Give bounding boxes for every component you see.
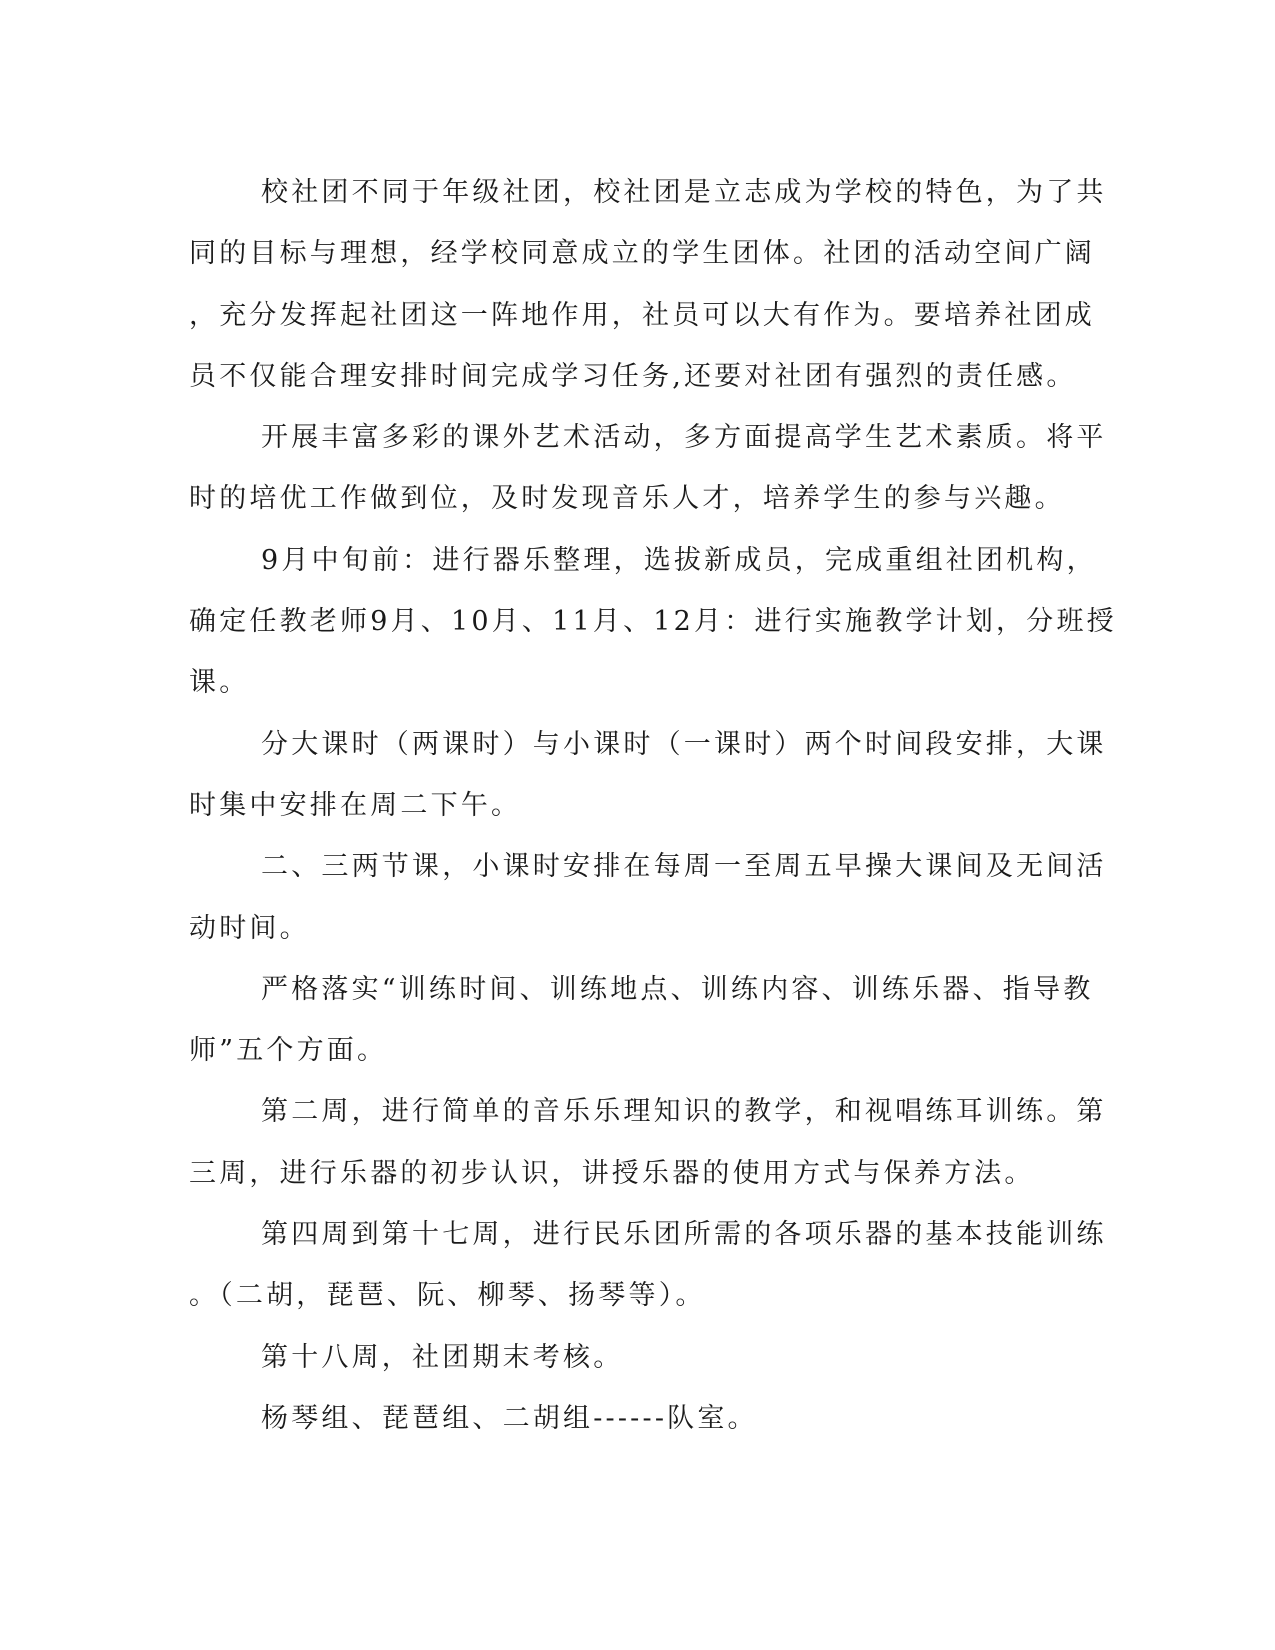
text-line: 校社团不同于年级社团，校社团是立志成为学校的特色，为了共	[261, 177, 1107, 208]
text-line: 分大课时（两课时）与小课时（一课时）两个时间段安排，大课	[261, 728, 1107, 760]
text-line: 第十八周，社团期末考核。	[261, 1341, 624, 1373]
text-line: 员不仅能合理安排时间完成学习任务,还要对社团有强烈的责任感。	[189, 360, 1077, 392]
text-line: 第二周，进行简单的音乐乐理知识的教学，和视唱练耳训练。第	[261, 1096, 1107, 1128]
text-line: 杨琴组、琵琶组、二胡组------队室。	[261, 1402, 758, 1434]
text-line: 三周，进行乐器的初步认识，讲授乐器的使用方式与保养方法。	[189, 1157, 1035, 1189]
text-line: 二、三两节课，小课时安排在每周一至周五早操大课间及无间活	[261, 851, 1107, 883]
text-line: 同的目标与理想，经学校同意成立的学生团体。社团的活动空间广阔	[189, 238, 1095, 270]
text-line: 时的培优工作做到位，及时发现音乐人才，培养学生的参与兴趣。	[189, 483, 1065, 515]
text-line: 动时间。	[189, 912, 310, 944]
text-line: 课。	[189, 667, 250, 699]
text-line: 时集中安排在周二下午。	[189, 789, 522, 821]
text-line: 。（二胡，琵琶、阮、柳琴、扬琴等）。	[189, 1280, 706, 1312]
document-body	[189, 162, 1117, 1449]
text-line: 确定任教老师9月、10月、11月、12月：进行实施教学计划，分班授	[189, 606, 1117, 638]
text-line: 第四周到第十七周，进行民乐团所需的各项乐器的基本技能训练	[261, 1219, 1107, 1251]
text-line: 师”五个方面。	[189, 1035, 388, 1067]
text-line: 严格落实“训练时间、训练地点、训练内容、训练乐器、指导教	[261, 973, 1094, 1005]
text-line: 9月中旬前：进行器乐整理，选拔新成员，完成重组社团机构，	[261, 544, 1097, 576]
text-line: ，充分发挥起社团这一阵地作用，社员可以大有作为。要培养社团成	[189, 299, 1095, 331]
text-line: 开展丰富多彩的课外艺术活动，多方面提高学生艺术素质。将平	[261, 422, 1107, 454]
